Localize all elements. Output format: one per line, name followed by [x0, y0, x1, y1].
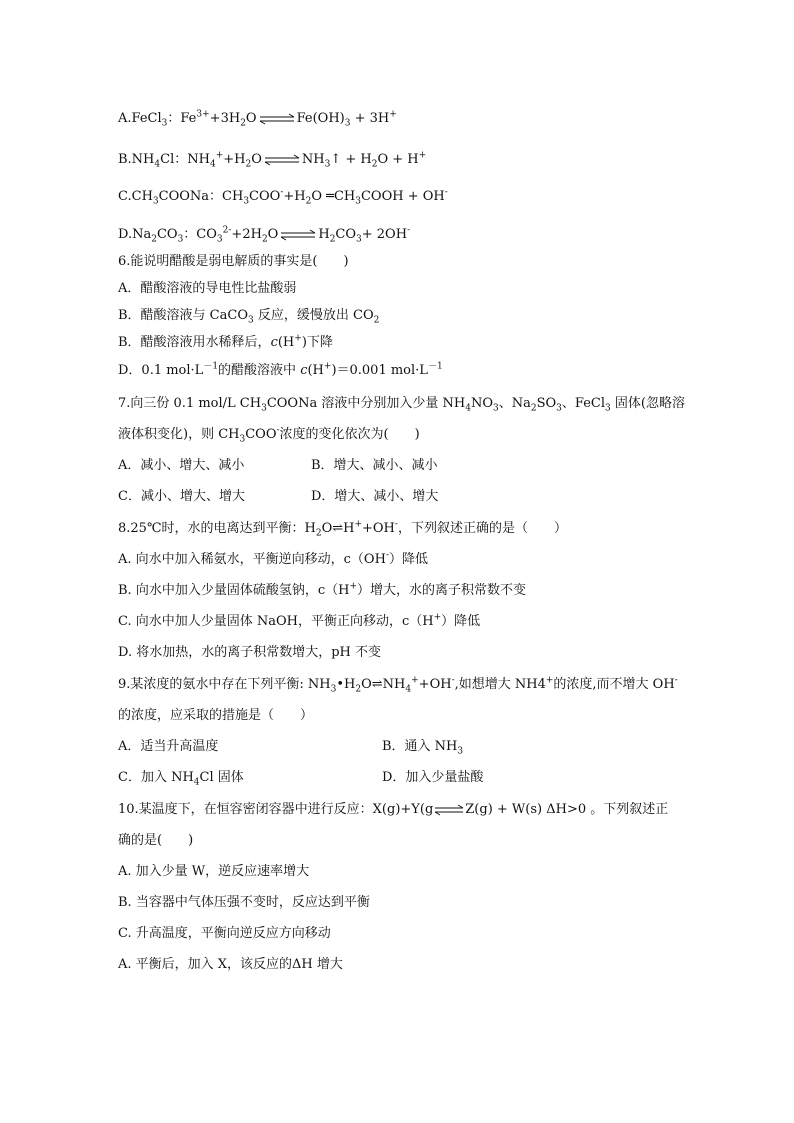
- q8-option-c: C. 向水中加人少量固体 NaOH，平衡正向移动，c（H+）降低: [118, 612, 481, 629]
- q7-option-d: D．增大、减小、增大: [311, 489, 439, 504]
- q6-option-a: A．醋酸溶液的导电性比盐酸弱: [118, 281, 297, 296]
- option-d-na2co3: $D.Na_2CO_3$：$CO_3^{2-}+2H_2O$ $H_2CO_3+ 2OH^-$: [118, 225, 411, 245]
- q9-option-b: B．通入 $NH_3$: [382, 739, 464, 757]
- equilibrium-arrow-icon: [263, 155, 301, 165]
- q8-option-a: A. 向水中加入稀氨水，平衡逆向移动，c（OH-）降低: [118, 550, 428, 567]
- q8-option-d: D. 将水加热，水的离子积常数增大，pH 不变: [118, 645, 382, 660]
- q9-stem-line1: 9.某浓度的氨水中存在下列平衡: $NH_3•H_2O\rightleftharpoons NH_4^++OH^-$,如想增大 NH4+的浓度,而不增大 OH-: [118, 675, 678, 695]
- q10-stem-line2: 确的是( ): [118, 833, 194, 848]
- equilibrium-arrow-icon: [434, 805, 464, 815]
- q9-stem-line2: 的浓度，应采取的措施是（ ）: [118, 708, 314, 723]
- q7-stem-line2: 液体积变化)，则 $CH_3COO^-$浓度的变化依次为( ): [118, 425, 420, 445]
- q9-option-c: C．加入 $NH_4Cl$ 固体: [118, 770, 244, 788]
- option-a-fecl3: A.FeCl$_3$：$Fe^{3+}+3H_2O$ $Fe(OH)_3 + 3H^+$: [118, 109, 397, 129]
- q7-option-b: B．增大、减小、减小: [311, 458, 438, 473]
- q6-stem: 6.能说明醋酸是弱电解质的事实是( ): [118, 254, 349, 269]
- q6-option-b: B．醋酸溶液与 CaCO$_3$ 反应，缓慢放出 $CO_2$: [118, 308, 380, 326]
- q10-option-b: B. 当容器中气体压强不变时，反应达到平衡: [118, 895, 370, 910]
- option-b-nh4cl: $B.NH_4Cl$：$NH_4^++H_2O$ $NH_3↑ + H_2O + H^+$: [118, 150, 427, 170]
- q7-stem-line1: 7.向三份 0.1 mol/L $CH_3COONa$ 溶液中分别加入少量 $NH_4NO_3$、$Na_2SO_3$、FeCl$_3$ 固体(忽略溶: [118, 396, 685, 414]
- q6-option-c: B．醋酸溶液用水稀释后，c(H+)下降: [118, 333, 333, 350]
- q9-option-a: A．适当升高温度: [118, 739, 219, 754]
- q10-option-d: A. 平衡后，加入 X，该反应的ΔH 增大: [118, 957, 343, 972]
- option-c-ch3coona: $C.CH_3COONa$：$CH_3COO^-+H_2O$ $═CH_3COOH + OH^-$: [118, 187, 448, 207]
- q7-option-c: C．减小、增大、增大: [118, 489, 245, 504]
- q7-option-a: A．减小、增大、减小: [118, 458, 245, 473]
- equilibrium-arrow-icon: [258, 114, 296, 124]
- q10-option-c: C. 升高温度，平衡向逆反应方向移动: [118, 926, 331, 941]
- q6-option-d: D．0.1 $mol\cdot L^{-1}$的醋酸溶液中 c(H+)＝0.001 $mol\cdot L^{-1}$: [118, 361, 443, 378]
- equilibrium-arrow-icon: [279, 230, 317, 240]
- q10-option-a: A. 加入少量 W，逆反应速率增大: [118, 864, 310, 879]
- q10-stem-line1: 10.某温度下，在恒容密闭容器中进行反应：X(g)+Y(g Z(g) + W(s) ΔH>0 。下列叙述正: [118, 802, 669, 817]
- q8-option-b: B. 向水中加入少量固体硫酸氢钠，c（H+）增大，水的离子积常数不变: [118, 581, 526, 598]
- q8-stem: 8.25℃时，水的电离达到平衡：$H_2O\rightleftharpoons H^++OH^-$，下列叙述正确的是（ ）: [118, 519, 567, 539]
- q9-option-d: D．加入少量盐酸: [382, 770, 484, 785]
